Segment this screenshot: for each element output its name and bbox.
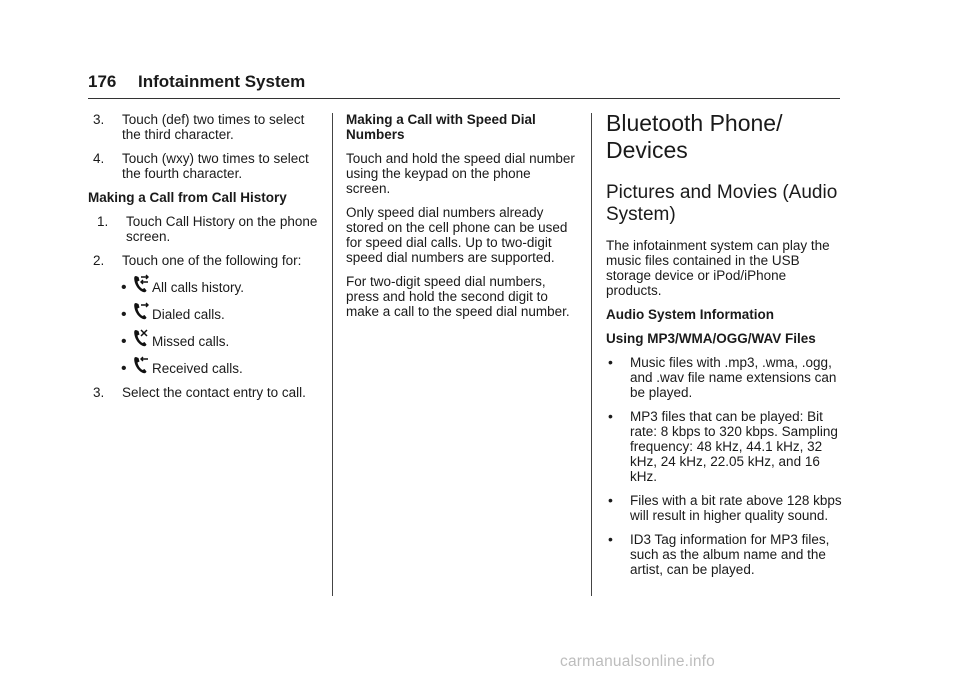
call-options-list bbox=[88, 268, 324, 376]
list-item: 3. Touch (def) two times to select the third character. bbox=[93, 112, 305, 142]
column-divider-2 bbox=[591, 113, 592, 596]
subheading-mp3-files: Using MP3/WMA/OGG/WAV Files bbox=[606, 331, 816, 346]
heading-bluetooth-devices: Bluetooth Phone/ Devices bbox=[606, 110, 783, 163]
column-1 bbox=[88, 112, 324, 409]
list-item: • Missed calls. bbox=[121, 322, 324, 349]
page-number: 176 bbox=[88, 72, 117, 91]
subheading-speed-dial: Making a Call with Speed Dial Numbers bbox=[346, 112, 536, 142]
header-divider bbox=[88, 98, 840, 99]
paragraph: For two-digit speed dial numbers, press and hold the second digit to make a call to the speed dial number. bbox=[346, 274, 570, 319]
missed-calls-icon bbox=[133, 328, 149, 348]
column-divider-1 bbox=[332, 113, 333, 596]
list-item: 4. Touch (wxy) two times to select the fourth character. bbox=[93, 151, 309, 181]
list-item: • Music files with .mp3, .wma, .ogg, and .wav file name extensions can be played. bbox=[608, 354, 837, 400]
watermark: carmanualsonline.info bbox=[560, 653, 715, 670]
heading-pictures-movies: Pictures and Movies (Audio System) bbox=[606, 182, 838, 225]
list-item: 2. Touch one of the following for: bbox=[93, 253, 302, 268]
dialed-calls-icon bbox=[133, 301, 149, 321]
paragraph: Only speed dial numbers already stored on the cell phone can be used for speed dial calls. Up to two-digit speed dial numbers are supported. bbox=[346, 205, 568, 265]
column-2 bbox=[346, 112, 576, 328]
paragraph: The infotainment system can play the music files contained in the USB storage device or iPod/iPhone products. bbox=[606, 238, 830, 298]
all-calls-icon bbox=[133, 274, 149, 294]
received-calls-icon bbox=[133, 355, 149, 375]
page-header bbox=[88, 72, 840, 100]
list-item: • Received calls. bbox=[121, 349, 324, 376]
section-title: Infotainment System bbox=[138, 72, 306, 91]
list-item: • MP3 files that can be played: Bit rate: 8 kbps to 320 kbps. Sampling frequency: 48 kHz, 44.1 kHz, 32 kHz, 24 kHz, 22.05 kHz, and 16 kHz. bbox=[608, 408, 838, 484]
list-item: • All calls history. bbox=[121, 268, 324, 295]
list-item: 1. Touch Call History on the phone screen. bbox=[97, 214, 318, 244]
list-item: • Files with a bit rate above 128 kbps will result in higher quality sound. bbox=[608, 492, 842, 523]
list-item: • ID3 Tag information for MP3 files, such as the album name and the artist, can be played. bbox=[608, 531, 830, 577]
subheading-audio-info: Audio System Information bbox=[606, 307, 775, 322]
list-item: 3. Select the contact entry to call. bbox=[93, 385, 306, 400]
list-item: • Dialed calls. bbox=[121, 295, 324, 322]
subheading-call-history: Making a Call from Call History bbox=[88, 190, 287, 205]
paragraph: Touch and hold the speed dial number using the keypad on the phone screen. bbox=[346, 151, 575, 196]
column-3 bbox=[606, 110, 842, 586]
